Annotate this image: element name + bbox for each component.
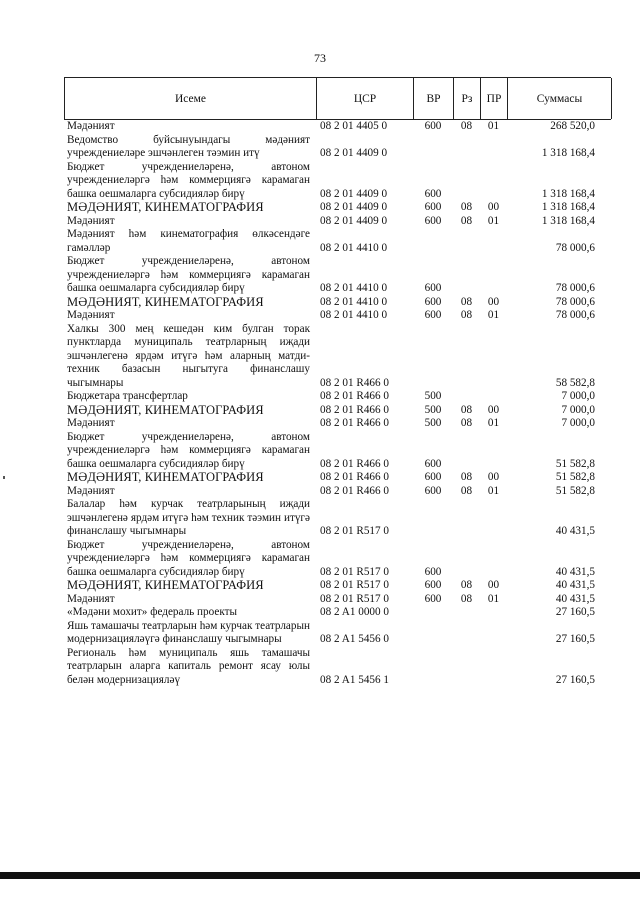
row-vr-code: 500 [424, 403, 442, 416]
row-pr-code: 01 [487, 214, 500, 227]
row-name: Бюджет учреждениеләренә, автоном учреждениеләргә һәм коммерциягә карамаган башка оешмаларга субсидияләр бирү [67, 255, 310, 294]
table-row [64, 404, 611, 418]
row-name: Мәдәният [67, 309, 115, 321]
row-csr-code: 08 2 A1 5456 0 [320, 633, 389, 645]
row-rz-code: 08 [460, 295, 473, 308]
row-name: Мәдәният [67, 120, 115, 132]
table-row [64, 120, 611, 134]
row-vr-code: 600 [424, 309, 442, 321]
table-row [64, 134, 611, 161]
row-vr-code: 600 [424, 214, 442, 227]
row-sum: 7 000,0 [561, 403, 595, 416]
row-name: МӘДӘНИЯТ, КИНЕМАТОГРАФИЯ [67, 402, 264, 417]
row-csr-code: 08 2 01 R517 0 [320, 592, 389, 605]
row-sum: 1 318 168,4 [541, 201, 595, 213]
row-sum: 78 000,6 [555, 309, 595, 321]
row-name: Балалар һәм курчак театрларының иҗади эшчәнлегенә ярдәм итүгә һәм техник тәэмин итүгә финанслашу чыгымнары [67, 498, 310, 537]
row-name: Яшь тамашачы театрларын һәм курчак театрларын модернизацияләүгә финанслашу чыгымнары [67, 619, 310, 645]
row-sum: 40 431,5 [555, 565, 595, 578]
row-name: МӘДӘНИЯТ, КИНЕМАТОГРАФИЯ [67, 200, 264, 214]
row-name: Региональ һәм муниципаль яшь тамашачы театрларын аларга капиталь ремонт ясау юлы белән модернизацияләү [67, 646, 310, 686]
row-name: Мәдәният [67, 484, 115, 497]
row-csr-code: 08 2 01 R466 0 [320, 376, 389, 389]
scan-border [0, 872, 640, 879]
row-rz-code: 08 [460, 484, 473, 497]
row-vr-code: 500 [424, 390, 442, 402]
row-sum: 40 431,5 [555, 592, 595, 605]
row-pr-code: 00 [487, 579, 500, 591]
table-row [64, 309, 611, 323]
row-pr-code: 00 [487, 403, 500, 416]
row-name: МӘДӘНИЯТ, КИНЕМАТОГРАФИЯ [67, 578, 264, 592]
row-csr-code: 08 2 01 R466 0 [320, 403, 389, 416]
row-csr-code: 08 2 01 4409 0 [320, 201, 388, 213]
row-name: МӘДӘНИЯТ, КИНЕМАТОГРАФИЯ [67, 294, 264, 309]
row-sum: 51 582,8 [555, 484, 595, 497]
row-rz-code: 08 [460, 403, 473, 416]
table-row [64, 620, 611, 647]
row-vr-code: 600 [424, 592, 442, 605]
row-pr-code: 00 [487, 471, 500, 483]
row-sum: 7 000,0 [561, 417, 595, 429]
table-row [64, 431, 611, 472]
scan-mark [3, 476, 5, 479]
row-pr-code: 01 [487, 417, 500, 429]
row-sum: 7 000,0 [561, 390, 595, 402]
row-csr-code: 08 2 01 R466 0 [320, 457, 389, 470]
row-vr-code: 600 [424, 565, 442, 578]
row-sum: 78 000,6 [555, 295, 595, 308]
row-sum: 40 431,5 [555, 525, 595, 537]
row-sum: 268 520,0 [550, 120, 595, 132]
row-rz-code: 08 [460, 417, 473, 429]
row-name: Ведомство буйсынуындагы мәдәният учреждениеләре эшчәнлеген тәэмин итү [67, 133, 310, 159]
row-name: Бюджет учреждениеләренә, автоном учреждениеләргә һәм коммерциягә карамаган башка оешмаларга субсидияләр бирү [67, 430, 310, 470]
row-vr-code: 600 [424, 484, 442, 497]
table-row [64, 647, 611, 688]
row-name: Мәдәният [67, 214, 115, 227]
row-name: Бюджетара трансфертлар [67, 390, 188, 402]
row-vr-code: 600 [424, 187, 442, 200]
row-vr-code: 600 [424, 295, 442, 308]
row-csr-code: 08 2 01 R466 0 [320, 484, 389, 497]
table-row [64, 471, 611, 485]
row-rz-code: 08 [460, 471, 473, 483]
table-row [64, 255, 611, 296]
row-pr-code: 00 [487, 201, 500, 213]
row-vr-code: 600 [424, 579, 442, 591]
table-row [64, 498, 611, 539]
table-row [64, 606, 611, 620]
table-row [64, 579, 611, 593]
row-vr-code: 500 [424, 417, 442, 429]
row-sum: 58 582,8 [555, 376, 595, 389]
row-rz-code: 08 [460, 579, 473, 591]
row-pr-code: 00 [487, 295, 500, 308]
table-row [64, 161, 611, 202]
row-rz-code: 08 [460, 592, 473, 605]
table-header [64, 77, 611, 120]
row-vr-code: 600 [424, 457, 442, 470]
row-vr-code: 600 [424, 120, 442, 132]
header-vr: ВР [414, 78, 454, 119]
row-sum: 78 000,6 [555, 241, 595, 254]
row-csr-code: 08 2 01 R466 0 [320, 417, 389, 429]
budget-table [64, 77, 611, 687]
row-csr-code: 08 2 A1 5456 1 [320, 673, 389, 686]
row-csr-code: 08 2 01 4410 0 [320, 241, 388, 254]
table-row [64, 593, 611, 607]
row-vr-code: 600 [424, 471, 442, 483]
header-pr: ПР [481, 78, 508, 119]
row-rz-code: 08 [460, 201, 473, 213]
table-row [64, 228, 611, 255]
row-csr-code: 08 2 A1 0000 0 [320, 606, 389, 618]
row-sum: 1 318 168,4 [541, 187, 595, 200]
row-csr-code: 08 2 01 4410 0 [320, 282, 388, 294]
row-sum: 78 000,6 [555, 282, 595, 294]
row-sum: 1 318 168,4 [541, 147, 595, 159]
row-name: Мәдәният [67, 592, 115, 605]
row-csr-code: 08 2 01 R517 0 [320, 565, 389, 578]
row-csr-code: 08 2 01 R466 0 [320, 471, 389, 483]
row-sum: 27 160,5 [555, 633, 595, 645]
row-pr-code: 01 [487, 120, 500, 132]
row-name: Бюджет учреждениеләренә, автоном учреждениеләргә һәм коммерциягә карамаган башка оешмаларга субсидияләр бирү [67, 160, 310, 200]
table-body [64, 120, 611, 687]
row-vr-code: 600 [424, 201, 442, 213]
row-csr-code: 08 2 01 R517 0 [320, 525, 389, 537]
table-row [64, 539, 611, 580]
row-sum: 27 160,5 [555, 606, 595, 618]
row-pr-code: 01 [487, 309, 500, 321]
row-name: «Мәдәни мохит» федераль проекты [67, 606, 238, 618]
table-row [64, 485, 611, 499]
row-sum: 51 582,8 [555, 471, 595, 483]
row-name: Мәдәният һәм кинематография өлкәсендәге гамәлләр [67, 228, 310, 254]
header-sum: Суммасы [508, 78, 612, 119]
row-sum: 51 582,8 [555, 457, 595, 470]
row-sum: 40 431,5 [555, 579, 595, 591]
row-name: Халкы 300 мең кешедән ким булган торак пунктларда муниципаль театрларның иҗади эшчәнлегенә ярдәм итүгә һәм аларның матди-техник базасын ныгытуга финанслашу чыгымнары [67, 322, 310, 389]
header-name: Исеме [65, 78, 317, 119]
header-csr: ЦСР [317, 78, 414, 119]
table-row [64, 215, 611, 229]
table-row [64, 201, 611, 215]
row-csr-code: 08 2 01 4409 0 [320, 187, 388, 200]
row-name: МӘДӘНИЯТ, КИНЕМАТОГРАФИЯ [67, 470, 264, 484]
row-rz-code: 08 [460, 309, 473, 321]
row-sum: 1 318 168,4 [541, 214, 595, 227]
row-sum: 27 160,5 [555, 673, 595, 686]
row-rz-code: 08 [460, 214, 473, 227]
row-pr-code: 01 [487, 484, 500, 497]
row-csr-code: 08 2 01 4409 0 [320, 214, 388, 227]
row-vr-code: 600 [424, 282, 442, 294]
table-row [64, 417, 611, 431]
header-rz: Рз [454, 78, 481, 119]
row-csr-code: 08 2 01 R517 0 [320, 579, 389, 591]
table-row [64, 390, 611, 404]
row-csr-code: 08 2 01 4405 0 [320, 120, 388, 132]
table-row [64, 323, 611, 391]
row-csr-code: 08 2 01 R466 0 [320, 390, 389, 402]
row-csr-code: 08 2 01 4409 0 [320, 147, 388, 159]
row-name: Бюджет учреждениеләренә, автоном учреждениеләргә һәм коммерциягә карамаган башка оешмаларга субсидияләр бирү [67, 538, 310, 578]
row-pr-code: 01 [487, 592, 500, 605]
row-csr-code: 08 2 01 4410 0 [320, 309, 388, 321]
table-row [64, 296, 611, 310]
page-number: 73 [314, 51, 326, 65]
row-name: Мәдәният [67, 417, 115, 429]
row-rz-code: 08 [460, 120, 473, 132]
row-csr-code: 08 2 01 4410 0 [320, 295, 388, 308]
